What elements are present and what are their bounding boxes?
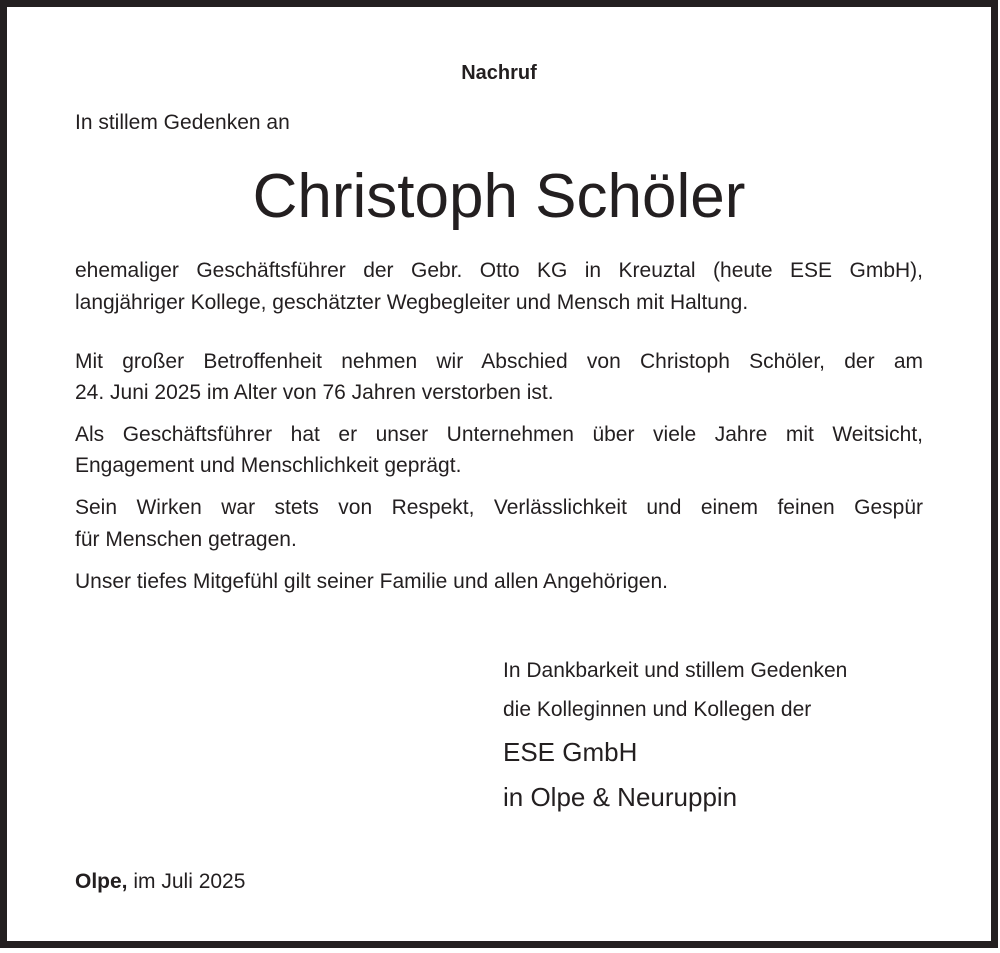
paragraph-line: 24. Juni 2025 im Alter von 76 Jahren verstorben ist. (75, 381, 554, 404)
signature-line: In Dankbarkeit und stillem Gedenken (503, 659, 848, 682)
paragraph-line: Engagement und Menschlichkeit geprägt. (75, 454, 462, 477)
place-date (75, 869, 245, 895)
signature-line: die Kolleginnen und Kollegen der (503, 698, 812, 721)
heading: Nachruf (461, 62, 537, 84)
date: im Juli 2025 (133, 870, 246, 893)
description-line: langjähriger Kollege, geschätzter Wegbegleiter und Mensch mit Haltung. (75, 291, 749, 314)
place: Olpe, (75, 870, 128, 893)
paragraph-line: Unser tiefes Mitgefühl gilt seiner Familie und allen Angehörigen. (75, 570, 668, 593)
company-name: ESE GmbH (503, 737, 638, 767)
paragraph-line: für Menschen getragen. (75, 528, 297, 551)
paragraph-line: Mit großer Betroffenheit nehmen wir Abschied von Christoph Schöler, der am (75, 350, 923, 373)
description-line: ehemaliger Geschäftsführer der Gebr. Otto KG in Kreuztal (heute ESE GmbH), (75, 259, 923, 282)
paragraph-line: Sein Wirken war stets von Respekt, Verlässlichkeit und einem feinen Gespür (75, 496, 923, 519)
intro-text: In stillem Gedenken an (75, 111, 290, 134)
company-locations: in Olpe & Neuruppin (503, 782, 738, 812)
deceased-name: Christoph Schöler (252, 162, 746, 231)
paragraph-line: Als Geschäftsführer hat er unser Unternehmen über viele Jahre mit Weitsicht, (75, 423, 923, 446)
